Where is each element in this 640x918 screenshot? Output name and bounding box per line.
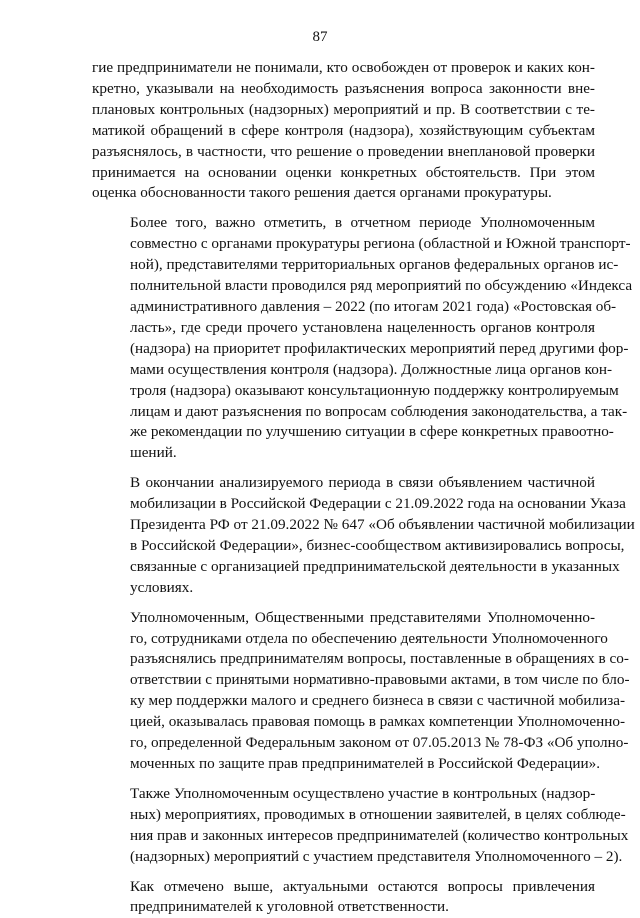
paragraph	[92, 877, 595, 918]
text-line: цией, оказывалась правовая помощь в рамках компетенции Уполномоченно-	[130, 713, 626, 731]
text-line: ния прав и законных интересов предпринимателей (количество контрольных	[130, 826, 629, 844]
text-line: Как отмечено выше, актуальными остаются вопросы привлечения	[130, 877, 595, 895]
text-line: разъяснялось, в частности, что решение о проведении внеплановой проверки	[92, 142, 595, 160]
text-line: В окончании анализируемого периода в связи объявлением частичной	[130, 474, 595, 492]
text-line: мами осуществления контроля (надзора). Должностные лица органов кон-	[130, 360, 613, 378]
text-line: административного давления – 2022 (по итогам 2021 года) «Ростовская об-	[130, 297, 617, 315]
text-line: моченных по защите прав предпринимателей в Российской Федерации».	[130, 755, 601, 772]
text-line: оценка обоснованности такого решения дается органами прокуратуры.	[92, 184, 552, 202]
text-line: принимается на основании оценки конкретных обстоятельств. При этом	[92, 163, 595, 181]
text-line: шений.	[130, 444, 177, 462]
text-line: ных) мероприятиях, проводимых в отношении заявителей, в целях соблюде-	[130, 805, 626, 823]
paragraph	[92, 608, 630, 775]
text-line: ласть», где среди прочего установлена нацеленность органов контроля	[130, 318, 595, 336]
paragraph	[92, 473, 635, 598]
text-line: матикой обращений в сфере контроля (надзора), хозяйствующим субъектам	[92, 121, 595, 139]
page-number: 87	[312, 29, 328, 45]
text-line: (надзорных) мероприятий с участием представителя Уполномоченного – 2).	[130, 847, 623, 865]
text-line: полнительной власти проводился ряд мероприятий по обсуждению «Индекса	[130, 277, 633, 295]
text-line: плановых контрольных (надзорных) мероприятий и пр. В соответствии с те-	[92, 100, 595, 118]
text-line: мобилизации в Российской Федерации с 21.09.2022 года на основании Указа	[130, 495, 626, 513]
text-line: ной), представителями территориальных органов федеральных органов ис-	[130, 256, 619, 274]
text-line: связанные с организацией предпринимательской деятельности в указанных	[130, 557, 620, 575]
text-line: совместно с органами прокуратуры региона (областной и Южной транспорт-	[130, 235, 631, 253]
text-line: предпринимателей к уголовной ответственности.	[130, 898, 449, 916]
text-line: го, сотрудниками отдела по обеспечению деятельности Уполномоченного	[130, 629, 608, 647]
text-line: ку мер поддержки малого и среднего бизнеса в связи с частичной мобилиза-	[130, 692, 626, 710]
text-line: условиях.	[130, 578, 194, 596]
text-line: троля (надзора) оказывают консультационную поддержку контролируемым	[130, 381, 619, 399]
paragraph	[92, 784, 629, 868]
text-line: Также Уполномоченным осуществлено участие в контрольных (надзор-	[130, 784, 596, 802]
text-line: же рекомендации по улучшению ситуации в сфере конкретных правоотно-	[130, 423, 614, 441]
body-text	[92, 58, 635, 918]
text-line: го, определенной Федеральным законом от 07.05.2013 № 78-ФЗ «Об уполно-	[130, 734, 629, 752]
paragraph	[92, 213, 633, 464]
text-line: разъяснялись предпринимателям вопросы, поставленные в обращениях в со-	[130, 650, 629, 668]
text-line: (надзора) на приоритет профилактических мероприятий перед другими фор-	[130, 339, 629, 357]
text-line: Уполномоченным, Общественными представителями Уполномоченно-	[130, 608, 595, 626]
text-line: гие предприниматели не понимали, кто освобожден от проверок и каких кон-	[92, 59, 595, 76]
text-line: Президента РФ от 21.09.2022 № 647 «Об объявлении частичной мобилизации	[130, 516, 635, 534]
text-line: кретно, указывали на необходимость разъяснения вопроса законности вне-	[92, 79, 595, 97]
text-line: в Российской Федерации», бизнес-сообществом активизировались вопросы,	[130, 536, 625, 554]
text-line: ответствии с принятыми нормативно-правовыми актами, в том числе по бло-	[130, 671, 630, 689]
paragraph	[92, 58, 595, 204]
text-line: лицам и дают разъяснения по вопросам соблюдения законодательства, а так-	[130, 402, 628, 420]
text-line: Более того, важно отметить, в отчетном периоде Уполномоченным	[130, 214, 595, 232]
